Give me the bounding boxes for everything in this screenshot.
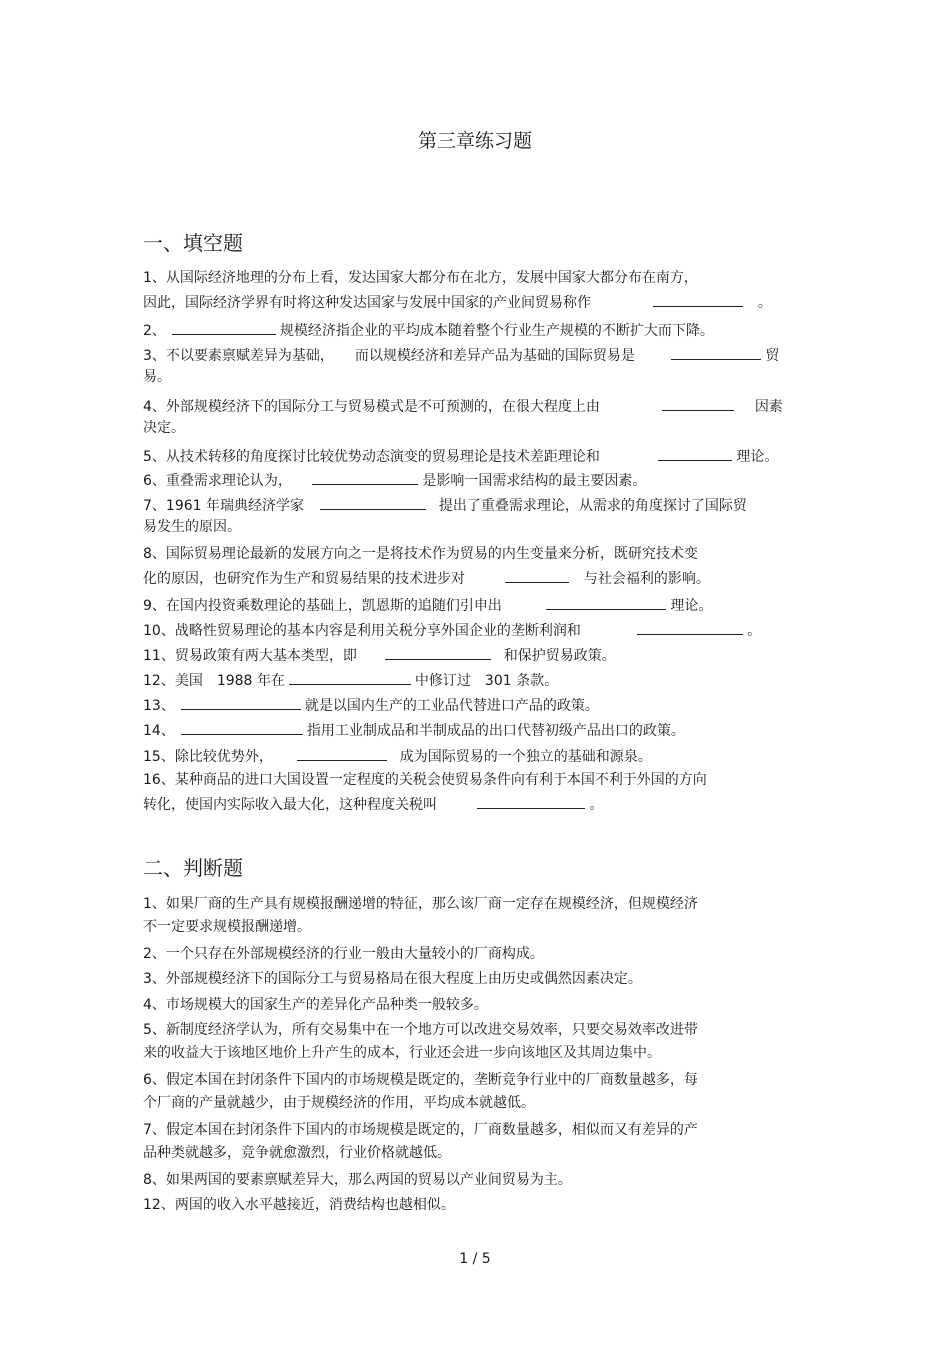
question-text: 7、1961 年瑞典经济学家 <box>143 498 304 514</box>
answer-blank[interactable] <box>312 468 418 485</box>
judge-question-6-line1: 6、假定本国在封闭条件下国内的市场规模是既定的，垄断竞争行业中的厂商数量越多，每 <box>143 1072 698 1088</box>
question-text: 指用工业制成品和半制成品的出口代替初级产品出口的政策。 <box>306 723 685 739</box>
answer-blank[interactable] <box>172 318 276 335</box>
question-text: 因素 <box>754 399 783 415</box>
question-text: 11、贸易政策有两大基本类型，即 <box>143 648 357 664</box>
question-text: 成为国际贸易的一个独立的基础和源泉。 <box>399 749 652 765</box>
question-text: 因此，国际经济学界有时将这种发达国家与发展中国家的产业间贸易称作 <box>143 295 591 311</box>
page-number: 1 / 5 <box>459 1251 491 1267</box>
question-text: 转化，使国内实际收入最大化，这种程度关税叫 <box>143 797 437 813</box>
question-text: 2、 <box>143 323 166 339</box>
page-title: 第三章练习题 <box>417 130 532 152</box>
fill-question-13 <box>143 693 813 718</box>
answer-blank[interactable] <box>477 792 585 809</box>
fill-question-8-line1: 8、国际贸易理论最新的发展方向之一是将技术作为贸易的内生变量来分析，既研究技术变 <box>143 546 698 562</box>
answer-blank[interactable] <box>385 643 491 660</box>
fill-question-6 <box>143 468 813 493</box>
fill-question-16-line1: 16、某种商品的进口大国设置一定程度的关税会使贸易条件向有利于本国不利于外国的方向 <box>143 772 707 788</box>
fill-question-10 <box>143 618 813 643</box>
fill-question-15 <box>143 744 813 769</box>
judge-question-1-line1: 1、如果厂商的生产具有规模报酬递增的特征，那么该厂商一定存在规模经济，但规模经济 <box>143 896 698 912</box>
question-text: 。 <box>757 295 772 311</box>
answer-blank[interactable] <box>289 668 411 685</box>
question-text: 15、除比较优势外， <box>143 749 273 765</box>
answer-blank[interactable] <box>505 566 569 583</box>
fill-question-5 <box>143 444 813 469</box>
question-text: 6、重叠需求理论认为， <box>143 473 292 489</box>
answer-blank[interactable] <box>546 593 666 610</box>
answer-blank[interactable] <box>671 343 761 360</box>
question-text: 4、外部规模经济下的国际分工与贸易模式是不可预测的，在很大程度上由 <box>143 399 600 415</box>
judge-question-2: 2、一个只存在外部规模经济的行业一般由大量较小的厂商构成。 <box>143 946 544 962</box>
fill-question-1-line1: 1、从国际经济地理的分布上看，发达国家大都分布在北方，发展中国家大都分布在南方， <box>143 270 698 286</box>
answer-blank[interactable] <box>297 744 387 761</box>
fill-question-3-line2: 易。 <box>143 369 171 385</box>
question-text: 中修订过 301 条款。 <box>414 673 559 689</box>
question-text: 提出了重叠需求理论，从需求的角度探讨了国际贸 <box>438 498 747 514</box>
judge-question-8: 8、如果两国的要素禀赋差异大，那么两国的贸易以产业间贸易为主。 <box>143 1172 572 1188</box>
answer-blank[interactable] <box>658 444 732 461</box>
question-text: 就是以国内生产的工业品代替进口产品的政策。 <box>304 698 599 714</box>
judge-question-5-line1: 5、新制度经济学认为，所有交易集中在一个地方可以改进交易效率，只要交易效率改进带 <box>143 1022 698 1038</box>
judge-question-7-line1: 7、假定本国在封闭条件下国内的市场规模是既定的，厂商数量越多，相似而又有差异的产 <box>143 1122 698 1138</box>
question-text: 理论。 <box>670 598 713 614</box>
judge-question-12: 12、两国的收入水平越接近，消费结构也越相似。 <box>143 1197 455 1213</box>
fill-question-2 <box>143 318 813 343</box>
fill-question-3-line1 <box>143 343 813 368</box>
question-text: 规模经济指企业的平均成本随着整个行业生产规模的不断扩大而下降。 <box>279 323 714 339</box>
answer-blank[interactable] <box>662 394 734 411</box>
fill-question-14 <box>143 718 813 743</box>
judge-question-1-line2: 不一定要求规模报酬递增。 <box>143 919 311 935</box>
section-heading-judge: 二、判断题 <box>143 856 243 880</box>
fill-question-8-line2 <box>143 566 813 591</box>
answer-blank[interactable] <box>653 290 743 307</box>
question-text: 化的原因，也研究作为生产和贸易结果的技术进步对 <box>143 571 465 587</box>
question-text: 10、战略性贸易理论的基本内容是利用关税分享外国企业的垄断利润和 <box>143 623 581 639</box>
fill-question-4-line2: 决定。 <box>143 420 185 436</box>
fill-question-4-line1 <box>143 394 813 419</box>
question-text: 14、 <box>143 723 175 739</box>
question-text: 13、 <box>143 698 175 714</box>
question-text: 12、美国 1988 年在 <box>143 673 285 689</box>
fill-question-11 <box>143 643 813 668</box>
judge-question-4: 4、市场规模大的国家生产的差异化产品种类一般较多。 <box>143 997 488 1013</box>
question-text: 贸 <box>765 348 780 364</box>
answer-blank[interactable] <box>637 618 743 635</box>
fill-question-7-line1 <box>143 493 813 518</box>
question-text: 。 <box>747 623 762 639</box>
question-text: 3、不以要素禀赋差异为基础， 而以规模经济和差异产品为基础的国际贸易是 <box>143 348 635 364</box>
question-text: 与社会福利的影响。 <box>583 571 710 587</box>
question-text: 是影响一国需求结构的最主要因素。 <box>422 473 647 489</box>
judge-question-3: 3、外部规模经济下的国际分工与贸易格局在很大程度上由历史或偶然因素决定。 <box>143 971 642 987</box>
answer-blank[interactable] <box>181 693 301 710</box>
question-text: 理论。 <box>736 449 779 465</box>
section-heading-fill: 一、填空题 <box>143 231 243 255</box>
fill-question-12 <box>143 668 813 693</box>
question-text: 5、从技术转移的角度探讨比较优势动态演变的贸易理论是技术差距理论和 <box>143 449 600 465</box>
answer-blank[interactable] <box>181 718 303 735</box>
answer-blank[interactable] <box>320 493 426 510</box>
question-text: 9、在国内投资乘数理论的基础上，凯恩斯的追随们引申出 <box>143 598 502 614</box>
judge-question-6-line2: 个厂商的产量就越少，由于规模经济的作用，平均成本就越低。 <box>143 1095 535 1111</box>
judge-question-7-line2: 品种类就越多，竞争就愈激烈，行业价格就越低。 <box>143 1145 451 1161</box>
fill-question-7-line2: 易发生的原因。 <box>143 519 241 535</box>
fill-question-16-line2 <box>143 792 813 817</box>
question-text: 。 <box>589 797 604 813</box>
question-text: 和保护贸易政策。 <box>503 648 616 664</box>
fill-question-9 <box>143 593 813 618</box>
fill-question-1-line2 <box>143 290 813 315</box>
judge-question-5-line2: 来的收益大于该地区地价上升产生的成本，行业还会进一步向该地区及其周边集中。 <box>143 1045 661 1061</box>
